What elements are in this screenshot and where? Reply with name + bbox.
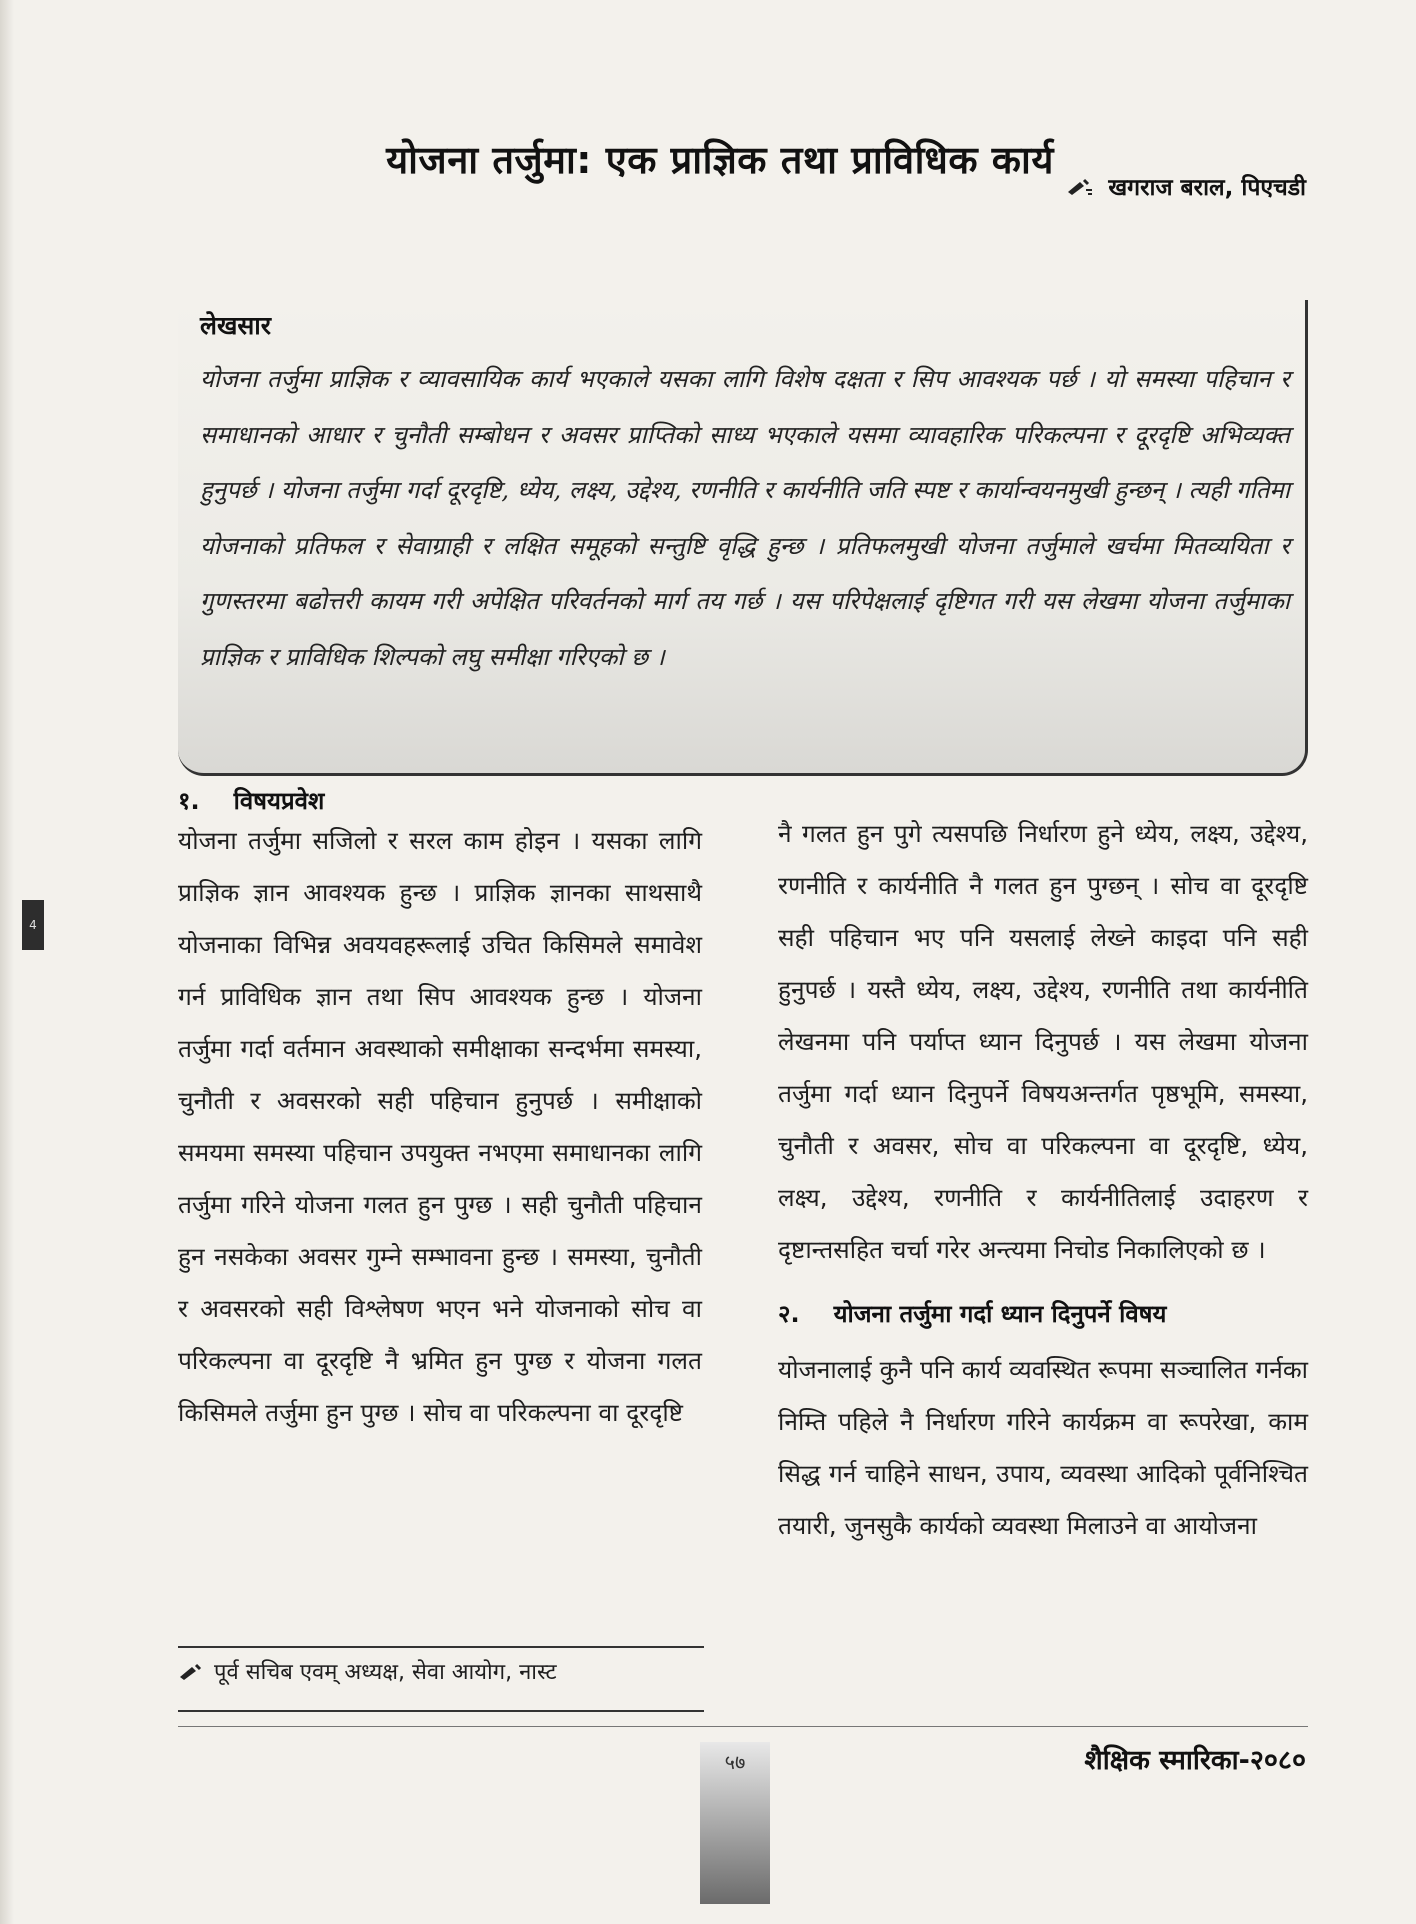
- section1-text: योजना तर्जुमा सजिलो र सरल काम होइन । यसका लागि प्राज्ञिक ज्ञान आवश्यक हुन्छ । प्राज्ञिक ज्ञानका साथसाथै योजनाका विभिन्न अवयवहरूलाई उचित किसिमले समावेश गर्न प्राविधिक ज्ञान तथा सिप आवश्यक हुन्छ । योजना तर्जुमा गर्दा वर्तमान अवस्थाको समीक्षाका सन्दर्भमा समस्या, चुनौती र अवसरको सही पहिचान हुनुपर्छ । समीक्षाको समयमा समस्या पहिचान उपयुक्त नभएमा समाधानका लागि तर्जुमा गरिने योजना गलत हुन पुग्छ । सही चुनौती पहिचान हुन नसकेका अवसर गुम्ने सम्भावना हुन्छ । समस्या, चुनौती र अवसरको सही विश्लेषण भएन भने योजनाको सोच वा परिकल्पना वा दूरदृष्टि नै भ्रमित हुन पुग्छ र योजना गलत किसिमले तर्जुमा हुन पुग्छ । सोच वा परिकल्पना वा दूरदृष्टि: [178, 826, 702, 1427]
- section1-continued-text: नै गलत हुन पुगे त्यसपछि निर्धारण हुने ध्येय, लक्ष्य, उद्देश्य, रणनीति र कार्यनीति नै गलत हुन पुग्छन् । सोच वा दूरदृष्टि सही पहिचान भए पनि यसलाई लेख्ने काइदा पनि सही हुनुपर्छ । यस्तै ध्येय, लक्ष्य, उद्देश्य, रणनीति तथा कार्यनीति लेखनमा पनि पर्याप्त ध्यान दिनुपर्छ । यस लेखमा योजना तर्जुमा गर्दा ध्यान दिनुपर्ने विषयअन्तर्गत पृष्ठभूमि, समस्या, चुनौती र अवसर, सोच वा परिकल्पना वा दूरदृष्टि, ध्येय, लक्ष्य, उद्देश्य, रणनीति र कार्यनीतिलाई उदाहरण र दृष्टान्तसहित चर्चा गरेर अन्त्यमा निचोड निकालिएको छ ।: [778, 819, 1308, 1264]
- author-name: खगराज बराल, पिएचडी: [1108, 175, 1306, 201]
- footnote: [178, 1656, 557, 1686]
- footer-rule: [178, 1726, 1308, 1727]
- left-column: [178, 815, 702, 1439]
- section2-text: योजनालाई कुनै पनि कार्य व्यवस्थित रूपमा सञ्चालित गर्नका निम्ति पहिले नै निर्धारण गरिने कार्यक्रम वा रूपरेखा, काम सिद्ध गर्न चाहिने साधन, उपाय, व्यवस्था आदिको पूर्वनिश्चित तयारी, जुनसुकै कार्यको व्यवस्था मिलाउने वा आयोजना: [778, 1355, 1308, 1540]
- section1-number: १.: [178, 787, 200, 815]
- footnote-rule-bottom: [178, 1710, 704, 1712]
- article-title: योजना तर्जुमा: एक प्राज्ञिक तथा प्राविधिक कार्य: [386, 138, 1054, 183]
- journal-name: शैक्षिक स्मारिका-२०८०: [1084, 1745, 1306, 1776]
- pen-icon: [178, 1661, 206, 1681]
- section2-number: २.: [778, 1300, 800, 1328]
- right-column: [778, 808, 1308, 1552]
- page-number: ५७: [724, 1750, 746, 1774]
- section1-heading: [178, 784, 324, 817]
- section2-title: योजना तर्जुमा गर्दा ध्यान दिनुपर्ने विषय: [833, 1300, 1167, 1328]
- side-tab: 4: [22, 900, 44, 950]
- abstract-text: योजना तर्जुमा प्राज्ञिक र व्यावसायिक कार्य भएकाले यसका लागि विशेष दक्षता र सिप आवश्यक पर्छ । यो समस्या पहिचान र समाधानको आधार र चुनौती सम्बोधन र अवसर प्राप्तिको साध्य भएकाले यसमा व्यावहारिक परिकल्पना र दूरदृष्टि अभिव्यक्त हुनुपर्छ । योजना तर्जुमा गर्दा दूरदृष्टि, ध्येय, लक्ष्य, उद्देश्य, रणनीति र कार्यनीति जति स्पष्ट र कार्यान्वयनमुखी हुन्छन् । त्यही गतिमा योजनाको प्रतिफल र सेवाग्राही र लक्षित समूहको सन्तुष्टि वृद्धि हुन्छ । प्रतिफलमुखी योजना तर्जुमाले खर्चमा मितव्ययिता र गुणस्तरमा बढोत्तरी कायम गरी अपेक्षित परिवर्तनको मार्ग तय गर्छ । यस परिपेक्षलाई दृष्टिगत गरी यस लेखमा योजना तर्जुमाका प्राज्ञिक र प्राविधिक शिल्पको लघु समीक्षा गरिएको छ ।: [200, 365, 1290, 671]
- section2-heading: [778, 1288, 1308, 1340]
- author-byline: [1066, 170, 1306, 202]
- pen-icon: [1066, 176, 1094, 196]
- footnote-text: पूर्व सचिब एवम् अध्यक्ष, सेवा आयोग, नास्ट: [214, 1660, 557, 1685]
- abstract-heading: लेखसार: [200, 311, 272, 340]
- page-edge: [0, 0, 14, 1924]
- footnote-rule-top: [178, 1646, 704, 1648]
- section1-title: विषयप्रवेश: [233, 787, 325, 815]
